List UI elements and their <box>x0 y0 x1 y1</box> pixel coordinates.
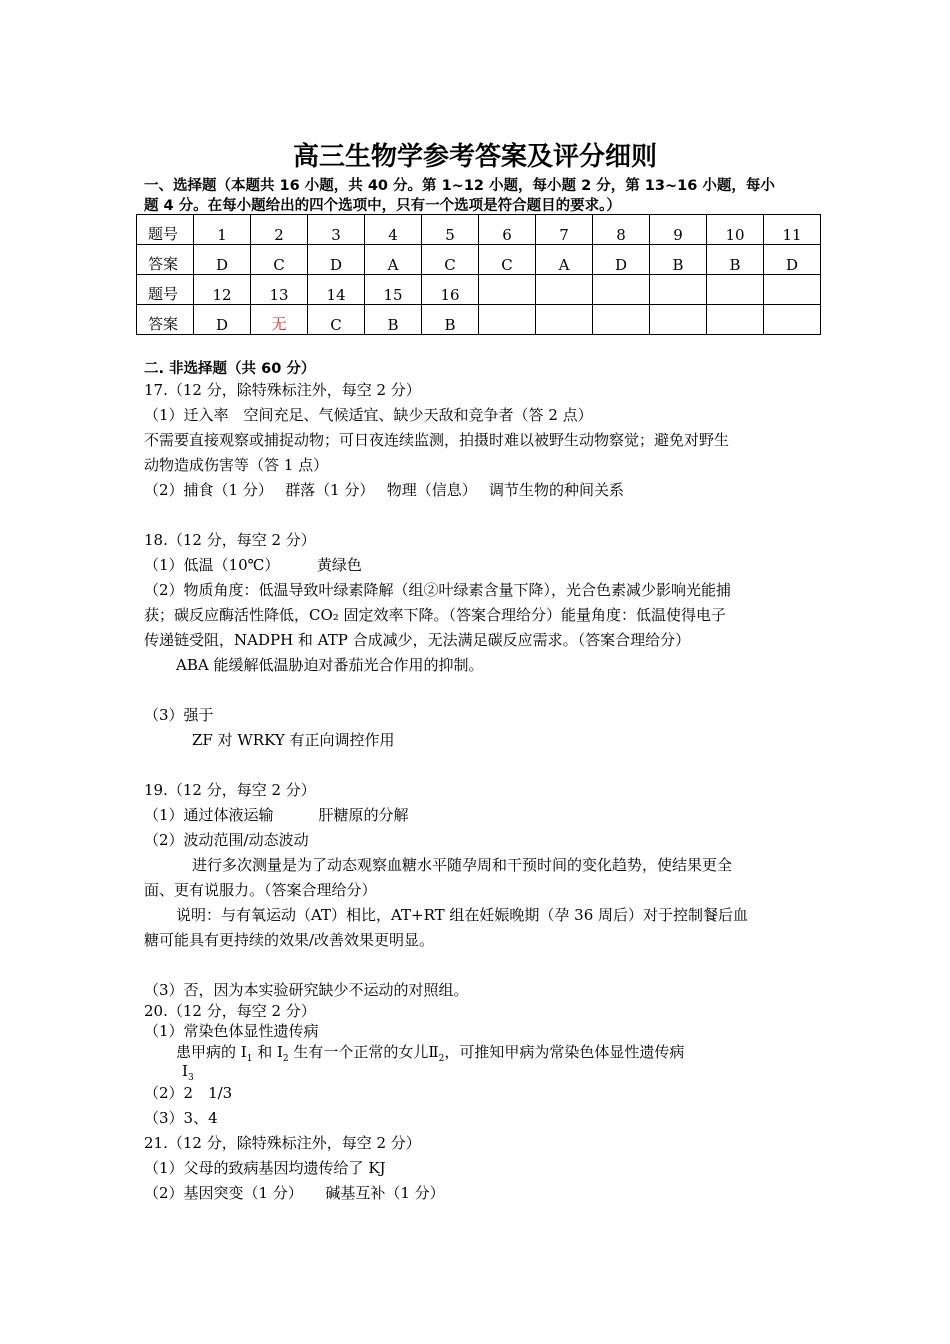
answer-cell: A <box>536 245 593 275</box>
answer-cell: C <box>308 305 365 335</box>
row-label: 答案 <box>137 245 194 275</box>
q18-part1: （1）低温（10℃） 黄绿色 <box>144 556 362 574</box>
q19-text: 糖可能具有更持续的效果/改善效果更明显。 <box>144 931 435 949</box>
question-number: 2 <box>251 215 308 245</box>
q19-part1: （1）通过体液运输 肝糖原的分解 <box>144 806 409 824</box>
table-row <box>137 245 821 275</box>
q21-part1: （1）父母的致病基因均遗传给了 KJ <box>144 1159 386 1177</box>
table-row <box>137 305 821 335</box>
question-number: 7 <box>536 215 593 245</box>
q20-part3: （3）3、4 <box>144 1109 218 1127</box>
empty-cell <box>536 275 593 305</box>
question-number: 12 <box>194 275 251 305</box>
answer-cell: B <box>650 245 707 275</box>
row-label: 题号 <box>137 215 194 245</box>
question-number: 14 <box>308 275 365 305</box>
table-row <box>137 215 821 245</box>
question-number: 8 <box>593 215 650 245</box>
empty-cell <box>479 275 536 305</box>
answer-cell: B <box>365 305 422 335</box>
q20-part1: （1）常染色体显性遗传病 <box>144 1022 319 1040</box>
table-row <box>137 275 821 305</box>
q18-part2: （2）物质角度：低温导致叶绿素降解（组②叶绿素含量下降），光合色素减少影响光能捕 <box>144 581 732 599</box>
q19-heading: 19.（12 分，每空 2 分） <box>144 781 316 799</box>
q17-heading: 17.（12 分，除特殊标注外，每空 2 分） <box>144 381 421 399</box>
question-number: 1 <box>194 215 251 245</box>
question-number: 15 <box>365 275 422 305</box>
q18-text: ABA 能缓解低温胁迫对番茄光合作用的抑制。 <box>176 656 484 674</box>
row-label: 题号 <box>137 275 194 305</box>
answer-cell-none: 无 <box>251 305 308 335</box>
answer-cell: A <box>365 245 422 275</box>
answer-cell: B <box>707 245 764 275</box>
q18-text: 获；碳反应酶活性降低，CO₂ 固定效率下降。（答案合理给分）能量角度：低温使得电子 <box>144 606 727 624</box>
question-number: 11 <box>764 215 821 245</box>
answer-table <box>136 214 821 335</box>
question-number: 10 <box>707 215 764 245</box>
q20-part2: （2）2 1/3 <box>144 1084 233 1102</box>
q17-text: 动物造成伤害等（答 1 点） <box>144 456 329 474</box>
answer-cell: D <box>194 305 251 335</box>
answer-cell: D <box>308 245 365 275</box>
q19-text: 面、更有说服力。（答案合理给分） <box>144 881 377 899</box>
q18-text: 传递链受阻，NADPH 和 ATP 合成减少，无法满足碳反应需求。（答案合理给分） <box>144 631 691 649</box>
q17-text: 不需要直接观察或捕捉动物；可日夜连续监测，拍摄时难以被野生动物察觉；避免对野生 <box>144 431 730 449</box>
empty-cell <box>593 305 650 335</box>
question-number: 6 <box>479 215 536 245</box>
answer-cell: C <box>479 245 536 275</box>
row-label: 答案 <box>137 305 194 335</box>
empty-cell <box>764 275 821 305</box>
empty-cell <box>650 305 707 335</box>
q19-text: 说明：与有氧运动（AT）相比，AT+RT 组在妊娠晚期（孕 36 周后）对于控制餐后血 <box>176 906 749 924</box>
empty-cell <box>707 275 764 305</box>
q18-part3: （3）强于 <box>144 706 214 724</box>
q18-heading: 18.（12 分，每空 2 分） <box>144 531 316 549</box>
empty-cell <box>479 305 536 335</box>
question-number: 4 <box>365 215 422 245</box>
question-number: 9 <box>650 215 707 245</box>
section1-heading-line2: 题 4 分。在每小题给出的四个选项中，只有一个选项是符合题目的要求。） <box>144 198 621 214</box>
q18-text: ZF 对 WRKY 有正向调控作用 <box>192 731 395 749</box>
q20-text: $Ⅰ_3$ <box>182 1062 194 1083</box>
question-number: 16 <box>422 275 479 305</box>
question-number: 13 <box>251 275 308 305</box>
empty-cell <box>764 305 821 335</box>
empty-cell <box>707 305 764 335</box>
q19-text: 进行多次测量是为了动态观察血糖水平随孕周和干预时间的变化趋势，使结果更全 <box>192 856 733 874</box>
answer-cell: D <box>593 245 650 275</box>
q17-part2: （2）捕食（1 分） 群落（1 分） 物理（信息） 调节生物的种间关系 <box>144 481 624 499</box>
empty-cell <box>536 305 593 335</box>
q20-text: 患甲病的 $I_1$ 和 $I_2$ 生有一个正常的女儿$Ⅱ_2$，可推知甲病为常染色体显性遗传病 <box>176 1043 685 1064</box>
q19-part2: （2）波动范围/动态波动 <box>144 831 309 849</box>
section1-heading-line1: 一、选择题（本题共 16 小题，共 40 分。第 1~12 小题，每小题 2 分，第 13~16 小题，每小 <box>144 178 775 194</box>
q19-part3: （3）否，因为本实验研究缺少不运动的对照组。 <box>144 981 469 999</box>
q17-part1: （1）迁入率 空间充足、气候适宜、缺少天敌和竞争者（答 2 点） <box>144 406 593 424</box>
empty-cell <box>593 275 650 305</box>
answer-cell: D <box>764 245 821 275</box>
page-title: 高三生物学参考答案及评分细则 <box>292 142 657 172</box>
answer-cell: C <box>422 245 479 275</box>
answer-cell: C <box>251 245 308 275</box>
answer-cell: D <box>194 245 251 275</box>
question-number: 5 <box>422 215 479 245</box>
empty-cell <box>650 275 707 305</box>
answer-cell: B <box>422 305 479 335</box>
q21-heading: 21.（12 分，除特殊标注外，每空 2 分） <box>144 1134 421 1152</box>
q21-part2: （2）基因突变（1 分） 碱基互补（1 分） <box>144 1184 445 1202</box>
q20-heading: 20.（12 分，每空 2 分） <box>144 1002 316 1020</box>
question-number: 3 <box>308 215 365 245</box>
section2-heading: 二. 非选择题（共 60 分） <box>144 361 316 377</box>
